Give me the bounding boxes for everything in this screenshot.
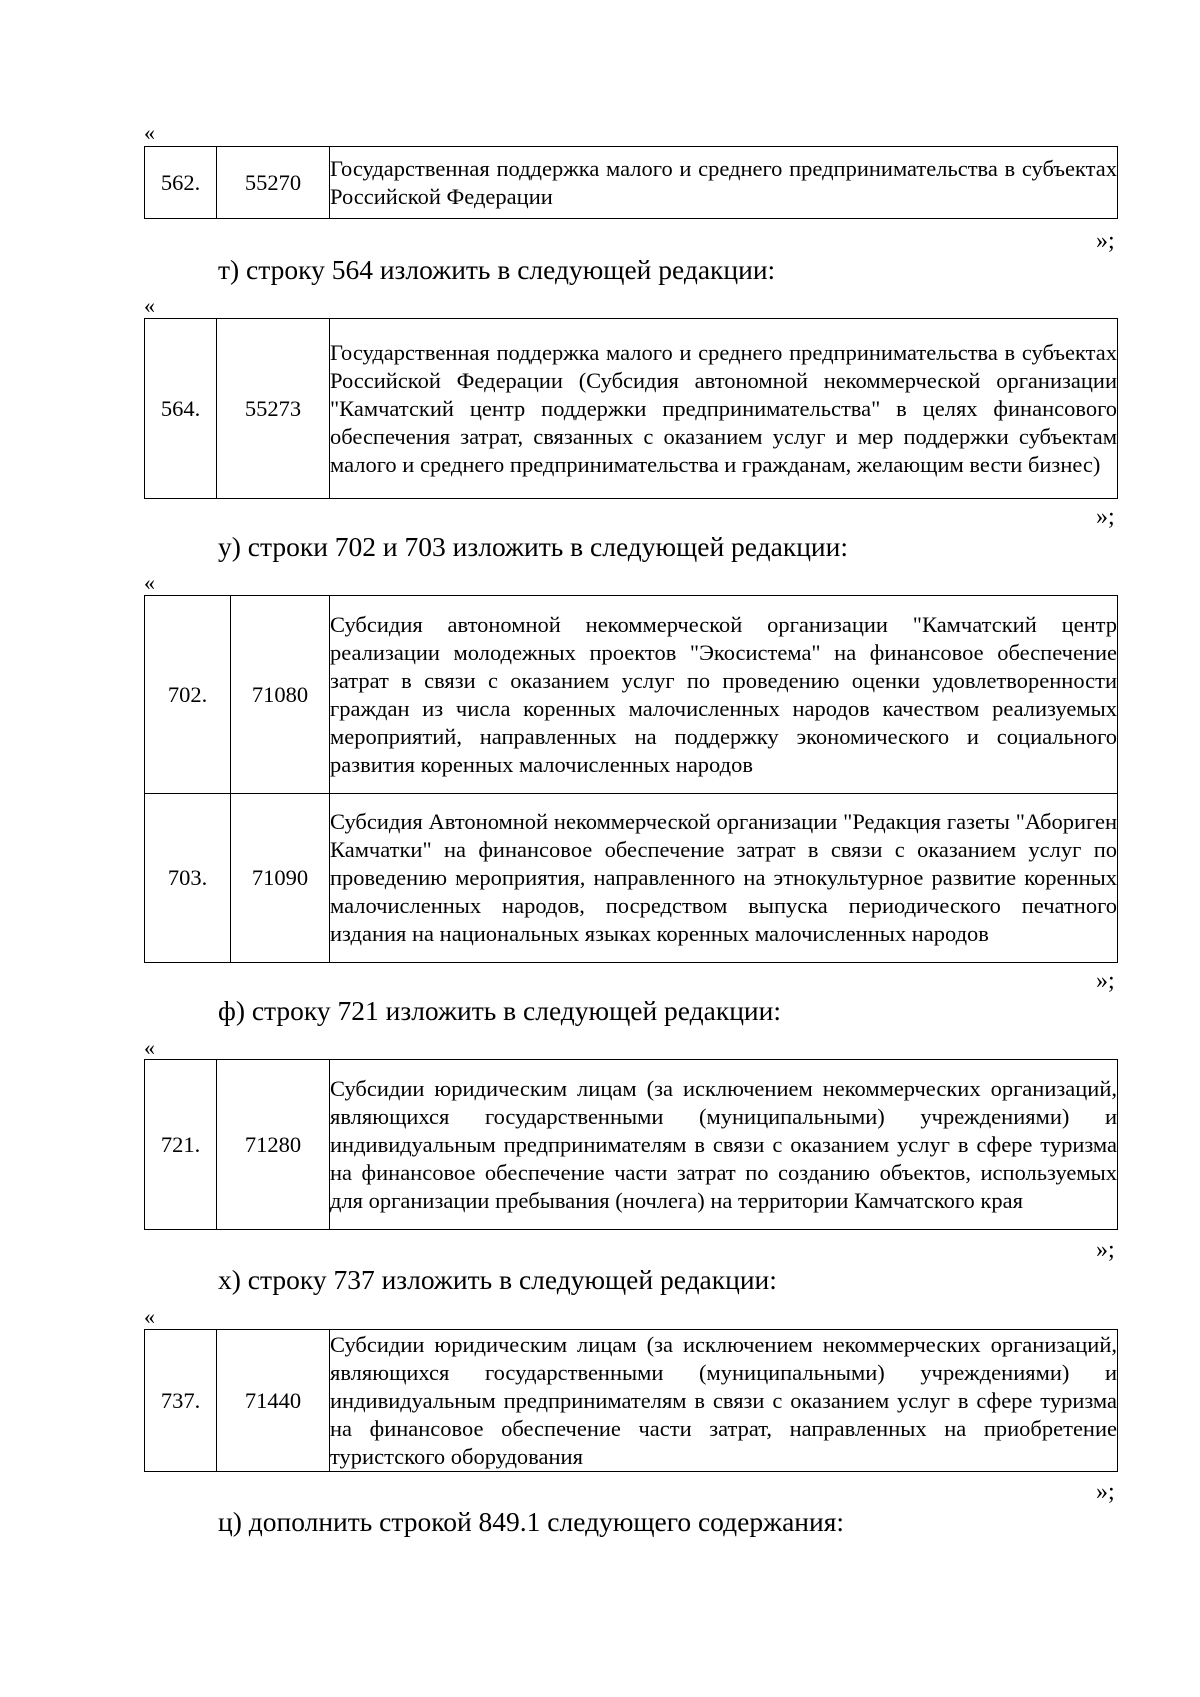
row-code: 55270 [217, 147, 330, 219]
open-quote: « [144, 1304, 155, 1329]
row-number: 721. [145, 1060, 217, 1230]
instruction-text: ц) дополнить строкой 849.1 следующего содержания: [218, 1506, 845, 1537]
amendment-table [144, 146, 1118, 219]
row-text: Субсидии юридическим лицам (за исключением некоммерческих организаций, являющихся государственными (муниципальными) учреждениями) и индивидуальным предпринимателям в связи с оказанием услуг в сфере туризма на финансовое обеспечение части затрат, направленных на приобретение туристского оборудования [330, 1330, 1118, 1472]
row-code: 71440 [217, 1330, 330, 1472]
open-quote: « [144, 293, 155, 318]
row-code: 71080 [231, 596, 330, 794]
row-code: 71090 [231, 794, 330, 963]
row-text: Субсидия Автономной некоммерческой организации "Редакция газеты "Абориген Камчатки" на финансовое обеспечение затрат в связи с оказанием услуг по проведению мероприятия, направленного на этнокультурное развитие коренных малочисленных народов, посредством выпуска периодического печатного издания на национальных языках коренных малочисленных народов [330, 794, 1118, 963]
amendment-table [144, 1059, 1118, 1230]
close-quote: »; [1096, 228, 1115, 254]
close-quote: »; [1096, 504, 1115, 530]
row-number: 703. [145, 794, 231, 963]
instruction-text: т) строку 564 изложить в следующей редакции: [218, 254, 776, 285]
table-row [145, 596, 1118, 794]
row-code: 55273 [217, 319, 330, 499]
row-number: 702. [145, 596, 231, 794]
open-quote: « [144, 1035, 155, 1060]
instruction-text: х) строку 737 изложить в следующей редакции: [218, 1264, 777, 1295]
open-quote: « [144, 570, 155, 595]
open-quote: « [144, 120, 155, 145]
table-row [145, 319, 1118, 499]
row-number: 737. [145, 1330, 217, 1472]
close-quote: »; [1096, 968, 1115, 994]
table-row [145, 1330, 1118, 1472]
row-text: Государственная поддержка малого и среднего предпринимательства в субъектах Российской Федерации (Субсидия автономной некоммерческой организации "Камчатский центр поддержки предпринимательства" в целях финансового обеспечения затрат, связанных с оказанием услуг и мер поддержки субъектам малого и среднего предпринимательства и гражданам, желающим вести бизнес) [330, 319, 1118, 499]
row-text: Субсидия автономной некоммерческой организации "Камчатский центр реализации молодежных проектов "Экосистема" на финансовое обеспечение затрат в связи с оказанием услуг по проведению оценки удовлетворенности граждан из числа коренных малочисленных народов качеством реализуемых мероприятий, направленных на поддержку экономического и социального развития коренных малочисленных народов [330, 596, 1118, 794]
close-quote: »; [1096, 1237, 1115, 1263]
table-row [145, 1060, 1118, 1230]
instruction-text: у) строки 702 и 703 изложить в следующей редакции: [218, 531, 848, 562]
amendment-table [144, 1329, 1118, 1472]
amendment-table [144, 318, 1118, 499]
row-number: 564. [145, 319, 217, 499]
amendment-table [144, 595, 1118, 963]
close-quote: »; [1096, 1479, 1115, 1505]
row-number: 562. [145, 147, 217, 219]
row-code: 71280 [217, 1060, 330, 1230]
row-text: Государственная поддержка малого и среднего предпринимательства в субъектах Российской Федерации [330, 147, 1118, 219]
row-text: Субсидии юридическим лицам (за исключением некоммерческих организаций, являющихся государственными (муниципальными) учреждениями) и индивидуальным предпринимателям в связи с оказанием услуг в сфере туризма на финансовое обеспечение части затрат по созданию объектов, используемых для организации пребывания (ночлега) на территории Камчатского края [330, 1060, 1118, 1230]
table-row [145, 794, 1118, 963]
instruction-text: ф) строку 721 изложить в следующей редакции: [218, 995, 781, 1026]
table-row [145, 147, 1118, 219]
